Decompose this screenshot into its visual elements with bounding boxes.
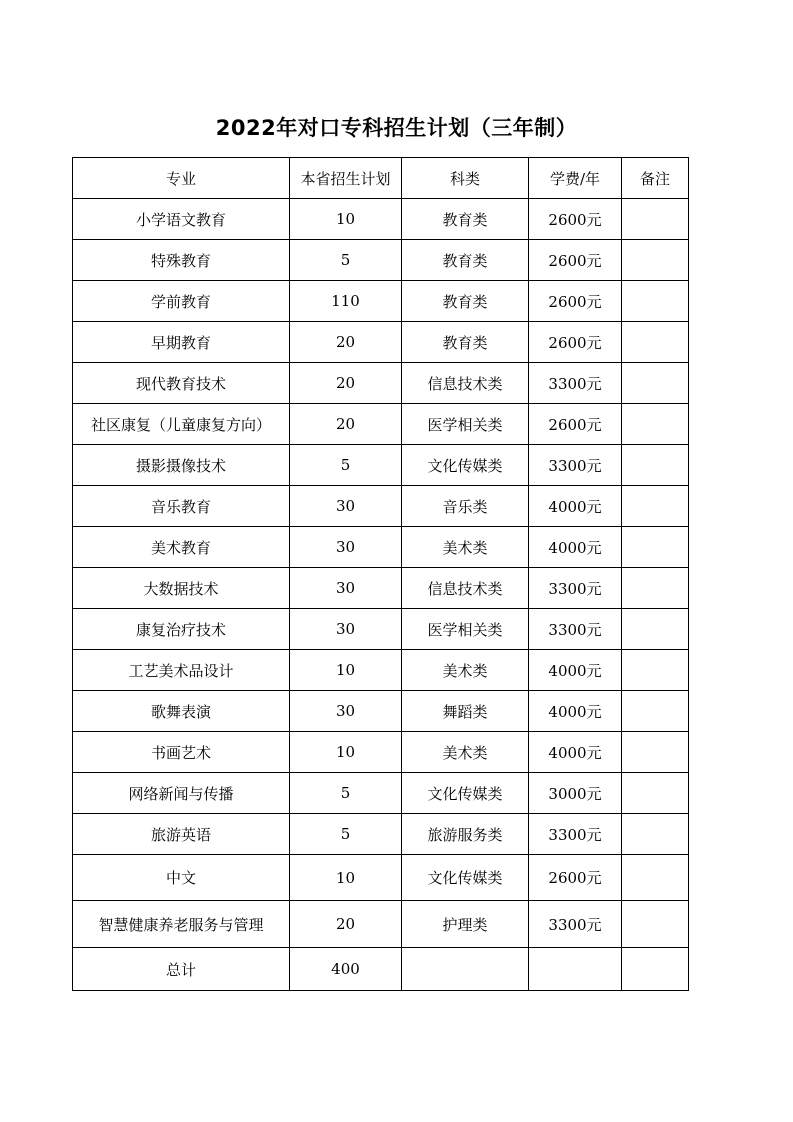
fee-cell: 4000元 xyxy=(529,650,622,691)
category-cell: 美术类 xyxy=(402,650,529,691)
major-cell: 大数据技术 xyxy=(73,568,290,609)
enrollment-plan-table xyxy=(72,157,689,991)
major-cell: 摄影摄像技术 xyxy=(73,445,290,486)
category-cell: 文化传媒类 xyxy=(402,773,529,814)
total-category-cell xyxy=(402,948,529,991)
fee-cell: 3300元 xyxy=(529,901,622,948)
fee-cell: 2600元 xyxy=(529,240,622,281)
quota-cell: 30 xyxy=(290,691,402,732)
quota-cell: 10 xyxy=(290,732,402,773)
quota-cell: 5 xyxy=(290,445,402,486)
note-cell xyxy=(622,773,689,814)
note-cell xyxy=(622,445,689,486)
table-row xyxy=(73,363,689,404)
quota-cell: 30 xyxy=(290,568,402,609)
fee-cell: 2600元 xyxy=(529,322,622,363)
category-cell: 信息技术类 xyxy=(402,363,529,404)
header-major: 专业 xyxy=(73,158,290,199)
category-cell: 音乐类 xyxy=(402,486,529,527)
quota-cell: 20 xyxy=(290,901,402,948)
major-cell: 早期教育 xyxy=(73,322,290,363)
table-row xyxy=(73,773,689,814)
table-row xyxy=(73,901,689,948)
fee-cell: 4000元 xyxy=(529,691,622,732)
quota-cell: 10 xyxy=(290,855,402,901)
fee-cell: 4000元 xyxy=(529,732,622,773)
category-cell: 美术类 xyxy=(402,527,529,568)
note-cell xyxy=(622,404,689,445)
fee-cell: 3000元 xyxy=(529,773,622,814)
category-cell: 美术类 xyxy=(402,732,529,773)
quota-cell: 20 xyxy=(290,404,402,445)
table-row xyxy=(73,199,689,240)
note-cell xyxy=(622,901,689,948)
header-quota: 本省招生计划 xyxy=(290,158,402,199)
major-cell: 中文 xyxy=(73,855,290,901)
major-cell: 书画艺术 xyxy=(73,732,290,773)
quota-cell: 5 xyxy=(290,240,402,281)
major-cell: 智慧健康养老服务与管理 xyxy=(73,901,290,948)
header-fee: 学费/年 xyxy=(529,158,622,199)
major-cell: 特殊教育 xyxy=(73,240,290,281)
fee-cell: 3300元 xyxy=(529,568,622,609)
major-cell: 歌舞表演 xyxy=(73,691,290,732)
table-row xyxy=(73,609,689,650)
quota-cell: 20 xyxy=(290,322,402,363)
note-cell xyxy=(622,486,689,527)
page-title: 2022年对口专科招生计划（三年制） xyxy=(215,116,578,140)
major-cell: 工艺美术品设计 xyxy=(73,650,290,691)
header-category: 科类 xyxy=(402,158,529,199)
table-row xyxy=(73,322,689,363)
category-cell: 旅游服务类 xyxy=(402,814,529,855)
note-cell xyxy=(622,527,689,568)
note-cell xyxy=(622,650,689,691)
major-cell: 康复治疗技术 xyxy=(73,609,290,650)
table-row xyxy=(73,732,689,773)
quota-cell: 30 xyxy=(290,609,402,650)
table-row xyxy=(73,568,689,609)
major-cell: 现代教育技术 xyxy=(73,363,290,404)
category-cell: 文化传媒类 xyxy=(402,855,529,901)
note-cell xyxy=(622,322,689,363)
quota-cell: 110 xyxy=(290,281,402,322)
table-header-row xyxy=(73,158,689,199)
category-cell: 文化传媒类 xyxy=(402,445,529,486)
quota-cell: 10 xyxy=(290,650,402,691)
table-row xyxy=(73,650,689,691)
quota-cell: 20 xyxy=(290,363,402,404)
quota-cell: 5 xyxy=(290,814,402,855)
category-cell: 教育类 xyxy=(402,322,529,363)
category-cell: 信息技术类 xyxy=(402,568,529,609)
note-cell xyxy=(622,609,689,650)
note-cell xyxy=(622,199,689,240)
quota-cell: 30 xyxy=(290,486,402,527)
fee-cell: 3300元 xyxy=(529,363,622,404)
category-cell: 舞蹈类 xyxy=(402,691,529,732)
table-row xyxy=(73,814,689,855)
total-quota-cell: 400 xyxy=(290,948,402,991)
fee-cell: 3300元 xyxy=(529,814,622,855)
fee-cell: 3300元 xyxy=(529,445,622,486)
note-cell xyxy=(622,281,689,322)
table-row xyxy=(73,855,689,901)
category-cell: 护理类 xyxy=(402,901,529,948)
major-cell: 小学语文教育 xyxy=(73,199,290,240)
note-cell xyxy=(622,814,689,855)
fee-cell: 2600元 xyxy=(529,281,622,322)
major-cell: 旅游英语 xyxy=(73,814,290,855)
table-row xyxy=(73,691,689,732)
major-cell: 学前教育 xyxy=(73,281,290,322)
total-note-cell xyxy=(622,948,689,991)
major-cell: 社区康复（儿童康复方向） xyxy=(73,404,290,445)
quota-cell: 10 xyxy=(290,199,402,240)
note-cell xyxy=(622,732,689,773)
fee-cell: 4000元 xyxy=(529,527,622,568)
major-cell: 音乐教育 xyxy=(73,486,290,527)
category-cell: 教育类 xyxy=(402,281,529,322)
note-cell xyxy=(622,568,689,609)
major-cell: 美术教育 xyxy=(73,527,290,568)
table-row xyxy=(73,281,689,322)
quota-cell: 30 xyxy=(290,527,402,568)
note-cell xyxy=(622,363,689,404)
fee-cell: 2600元 xyxy=(529,855,622,901)
category-cell: 医学相关类 xyxy=(402,609,529,650)
header-note: 备注 xyxy=(622,158,689,199)
table-row xyxy=(73,445,689,486)
quota-cell: 5 xyxy=(290,773,402,814)
fee-cell: 3300元 xyxy=(529,609,622,650)
total-row xyxy=(73,948,689,991)
fee-cell: 2600元 xyxy=(529,404,622,445)
category-cell: 医学相关类 xyxy=(402,404,529,445)
table-row xyxy=(73,404,689,445)
note-cell xyxy=(622,855,689,901)
note-cell xyxy=(622,691,689,732)
category-cell: 教育类 xyxy=(402,240,529,281)
table-row xyxy=(73,240,689,281)
note-cell xyxy=(622,240,689,281)
table-row xyxy=(73,486,689,527)
fee-cell: 4000元 xyxy=(529,486,622,527)
major-cell: 网络新闻与传播 xyxy=(73,773,290,814)
total-label-cell: 总计 xyxy=(73,948,290,991)
category-cell: 教育类 xyxy=(402,199,529,240)
total-fee-cell xyxy=(529,948,622,991)
table-row xyxy=(73,527,689,568)
fee-cell: 2600元 xyxy=(529,199,622,240)
